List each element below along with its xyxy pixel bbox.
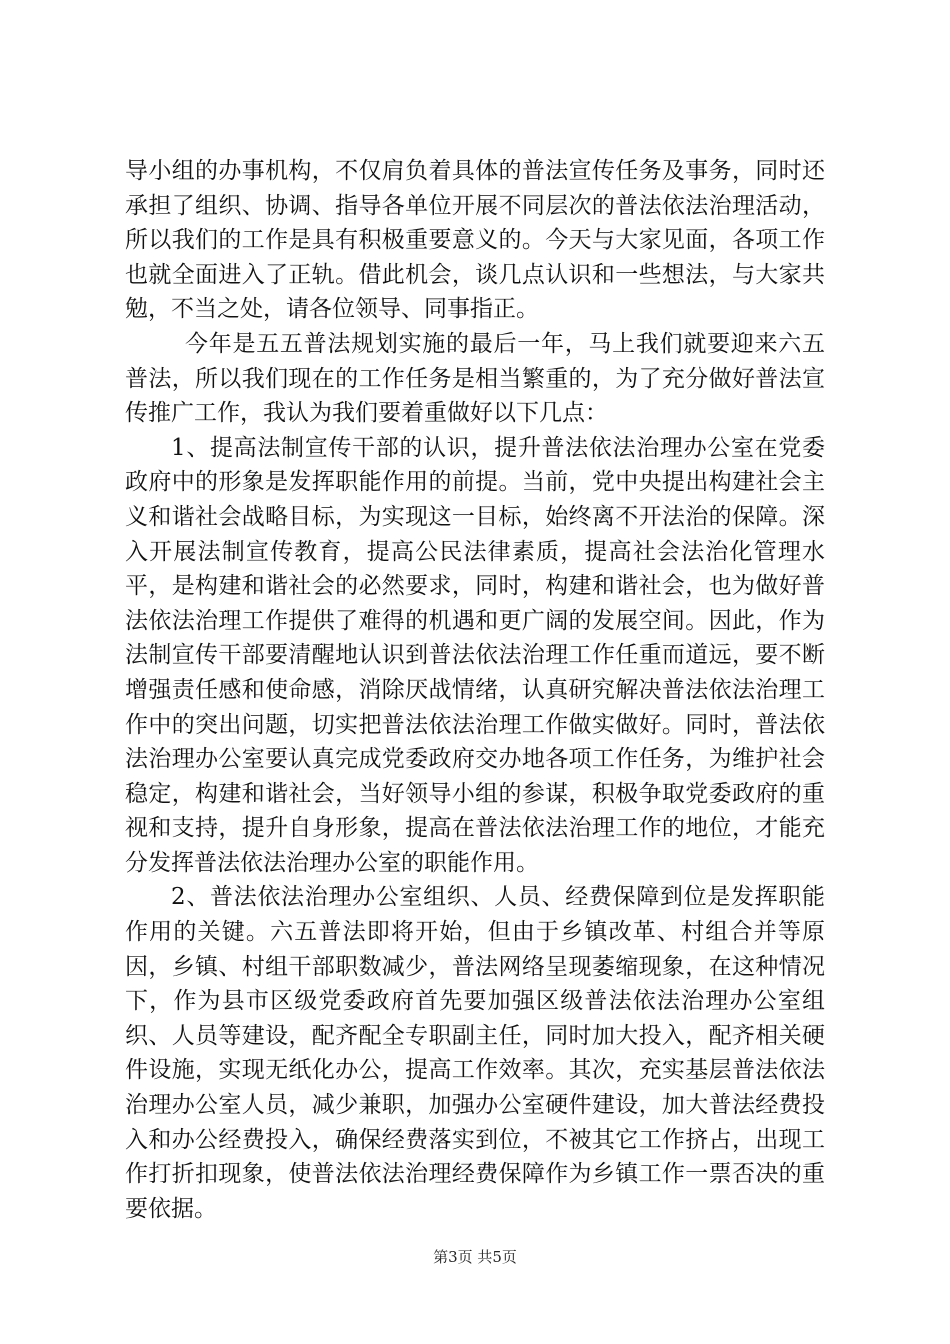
paragraph-point-2: 2、普法依法治理办公室组织、人员、经费保障到位是发挥职能作用的关键。六五普法即将开始，但由于乡镇改革、村组合并等原因，乡镇、村组干部职数减少，普法网络呈现萎缩现象，在这种情况下，作为县市区级党委政府首先要加强区级普法依法治理办公室组织、人员等建设，配齐配全专职副主任，同时加大投入，配齐相关硬件设施，实现无纸化办公，提高工作效率。其次，充实基层普法依法治理办公室人员，减少兼职，加强办公室硬件建设，加大普法经费投入和办公经费投入，确保经费落实到位，不被其它工作挤占，出现工作打折扣现象，使普法依法治理经费保障作为乡镇工作一票否决的重要依据。 xyxy=(125,884,825,1222)
paragraph-point-1: 1、提高法制宣传干部的认识，提升普法依法治理办公室在党委政府中的形象是发挥职能作用的前提。当前，党中央提出构建社会主义和谐社会战略目标，为实现这一目标，始终离不开法治的保障。深入开展法制宣传教育，提高公民法律素质，提高社会法治化管理水平，是构建和谐社会的必然要求，同时，构建和谐社会，也为做好普法依法治理工作提供了难得的机遇和更广阔的发展空间。因此，作为法制宣传干部要清醒地认识到普法依法治理工作任重而道远，要不断增强责任感和使命感，消除厌战情绪，认真研究解决普法依法治理工作中的突出问题，切实把普法依法治理工作做实做好。同时，普法依法治理办公室要认真完成党委政府交办地各项工作任务，为维护社会稳定，构建和谐社会，当好领导小组的参谋，积极争取党委政府的重视和支持，提升自身形象，提高在普法依法治理工作的地位，才能充分发挥普法依法治理办公室的职能作用。 xyxy=(125,434,825,876)
paragraph-intro: 今年是五五普法规划实施的最后一年，马上我们就要迎来六五普法，所以我们现在的工作任务是相当繁重的，为了充分做好普法宣传推广工作，我认为我们要着重做好以下几点： xyxy=(125,330,825,427)
paragraph-continuation: 导小组的办事机构，不仅肩负着具体的普法宣传任务及事务，同时还承担了组织、协调、指导各单位开展不同层次的普法依法治理活动，所以我们的工作是具有积极重要意义的。今天与大家见面，各项工作也就全面进入了正轨。借此机会，谈几点认识和一些想法，与大家共勉，不当之处，请各位领导、同事指正。 xyxy=(125,158,825,323)
document-body xyxy=(125,154,825,1226)
page-footer: 第3页 共5页 xyxy=(433,1248,517,1266)
